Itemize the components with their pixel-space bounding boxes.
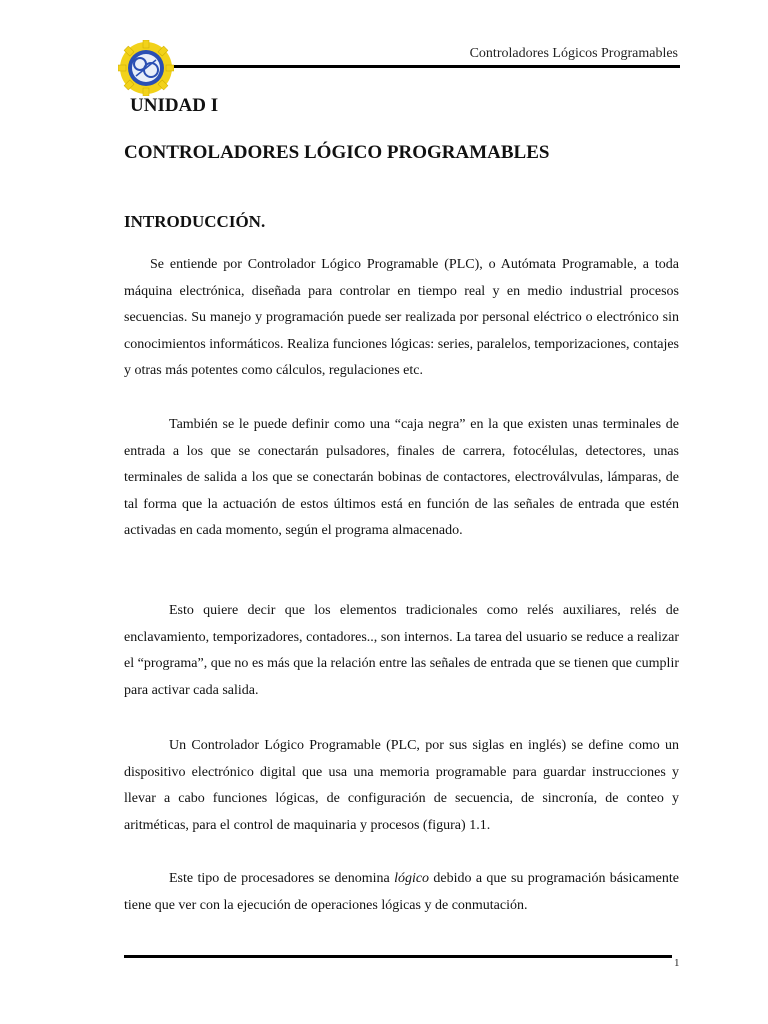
paragraph-5-before: Este tipo de procesadores se denomina (169, 871, 395, 886)
footer-rule (124, 955, 672, 958)
gear-emblem-icon (118, 40, 174, 96)
paragraph-1: Se entiende por Controlador Lógico Programable (PLC), o Autómata Programable, a toda máquina electrónica, diseñada para controlar en tiempo real y en medio industrial procesos secuencias. Su manejo y programación puede ser realizada por personal eléctrico o electrónico sin conocimientos informáticos. Realiza funciones lógicas: series, paralelos, temporizaciones, contajes y otras más potentes como cálculos, regulaciones etc. (124, 257, 679, 378)
paragraph-5 (124, 866, 679, 919)
paragraph-5-after: debido a que su programación básicamente tiene que ver con la ejecución de operaciones lógicas y de conmutación. (124, 871, 679, 913)
paragraph-2: También se le puede definir como una “caja negra” en la que existen unas terminales de entrada a los que se conectarán pulsadores, finales de carrera, fotocélulas, detectores, unas terminales de salida a los que se conectarán bobinas de contactores, electroválvulas, lámparas, de tal forma que la actuación de estos últimos está en función de las señales de entrada que estén activadas en cada momento, según el programa almacenado. (124, 417, 679, 538)
paragraph-3: Esto quiere decir que los elementos tradicionales como relés auxiliares, relés de enclavamiento, temporizadores, contadores.., son internos. La tarea del usuario se reduce a realizar el “programa”, que no es más que la relación entre las señales de entrada que se tienen que cumplir para activar cada salida. (124, 603, 679, 698)
chapter-title: CONTROLADORES LÓGICO PROGRAMABLES (124, 142, 550, 163)
paragraph-4: Un Controlador Lógico Programable (PLC, por sus siglas en inglés) se define como un dispositivo electrónico digital que usa una memoria programable para guardar instrucciones y llevar a cabo funciones lógicas, de configuración de secuencia, de sincronía, de conteo y aritméticas, para el control de maquinaria y procesos (figura) 1.1. (124, 738, 679, 833)
section-title: INTRODUCCIÓN. (124, 212, 266, 231)
page-number: 1 (674, 957, 680, 969)
header-title: Controladores Lógicos Programables (469, 46, 678, 61)
paragraph-5-italic: lógico (394, 871, 430, 886)
header-rule (158, 65, 680, 68)
unit-title: UNIDAD I (130, 95, 219, 116)
